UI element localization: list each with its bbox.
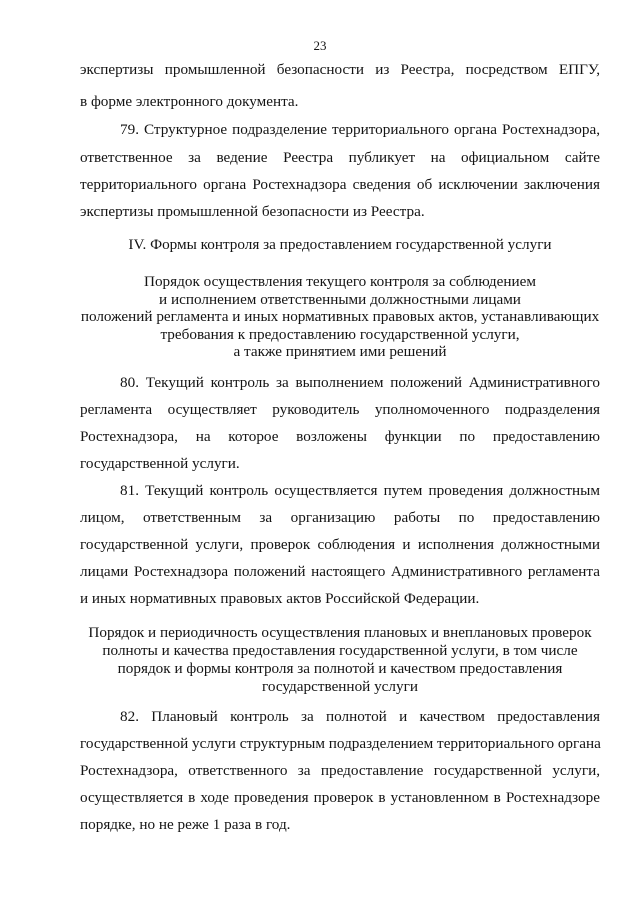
subheading-line: а также принятием ими решений	[233, 343, 447, 360]
subheading-line: полноты и качества предоставления государственной услуги, в том числе	[102, 642, 578, 659]
text-line: и иных нормативных правовых актов Российской Федерации.	[80, 590, 480, 607]
text-line: Ростехнадзора, ответственного за предоставление государственной услуги,	[80, 762, 600, 779]
text-line: экспертизы промышленной безопасности из Реестра.	[80, 203, 425, 220]
text-line: ответственное за ведение Реестра публикует на официальном сайте	[80, 149, 600, 166]
text-line: осуществляется в ходе проведения проверок в установленном в Ростехнадзоре	[80, 789, 600, 806]
subheading-line: государственной услуги	[262, 678, 418, 695]
text-line: порядке, но не реже 1 раза в год.	[80, 816, 291, 833]
subheading-line: требования к предоставлению государственной услуги,	[160, 326, 520, 343]
text-line: государственной услуги, проверок соблюдения и исполнения должностными	[80, 536, 600, 553]
text-line: 82. Плановый контроль за полнотой и качеством предоставления	[120, 708, 600, 725]
text-line: лицом, ответственным за организацию работы по предоставлению	[80, 509, 600, 526]
text-line: 81. Текущий контроль осуществляется путем проведения должностным	[120, 482, 600, 499]
text-line: государственной услуги структурным подразделением территориального органа	[80, 735, 601, 752]
subheading-line: Порядок и периодичность осуществления плановых и внеплановых проверок	[88, 624, 592, 641]
page-number: 23	[313, 38, 327, 53]
text-line: Ростехнадзора, на которое возложены функции по предоставлению	[80, 428, 600, 445]
subheading-line: положений регламента и иных нормативных правовых актов, устанавливающих	[80, 308, 600, 325]
text-line: экспертизы промышленной безопасности из Реестра, посредством ЕПГУ,	[80, 61, 600, 78]
text-line: государственной услуги.	[80, 455, 240, 472]
subheading-line: порядок и формы контроля за полнотой и качеством предоставления	[117, 660, 563, 677]
subheading-line: Порядок осуществления текущего контроля за соблюдением	[143, 273, 537, 290]
text-line: в форме электронного документа.	[80, 93, 299, 110]
subheading-line: и исполнением ответственными должностными лицами	[159, 291, 521, 308]
text-line: лицами Ростехнадзора положений настоящего Административного регламента	[80, 563, 600, 580]
text-line: 80. Текущий контроль за выполнением положений Административного	[120, 374, 600, 391]
text-line: 79. Структурное подразделение территориального органа Ростехнадзора,	[120, 121, 600, 138]
text-line: регламента осуществляет руководитель уполномоченного подразделения	[80, 401, 600, 418]
text-line: территориального органа Ростехнадзора сведения об исключении заключения	[80, 176, 600, 193]
section-heading: IV. Формы контроля за предоставлением государственной услуги	[128, 236, 552, 253]
